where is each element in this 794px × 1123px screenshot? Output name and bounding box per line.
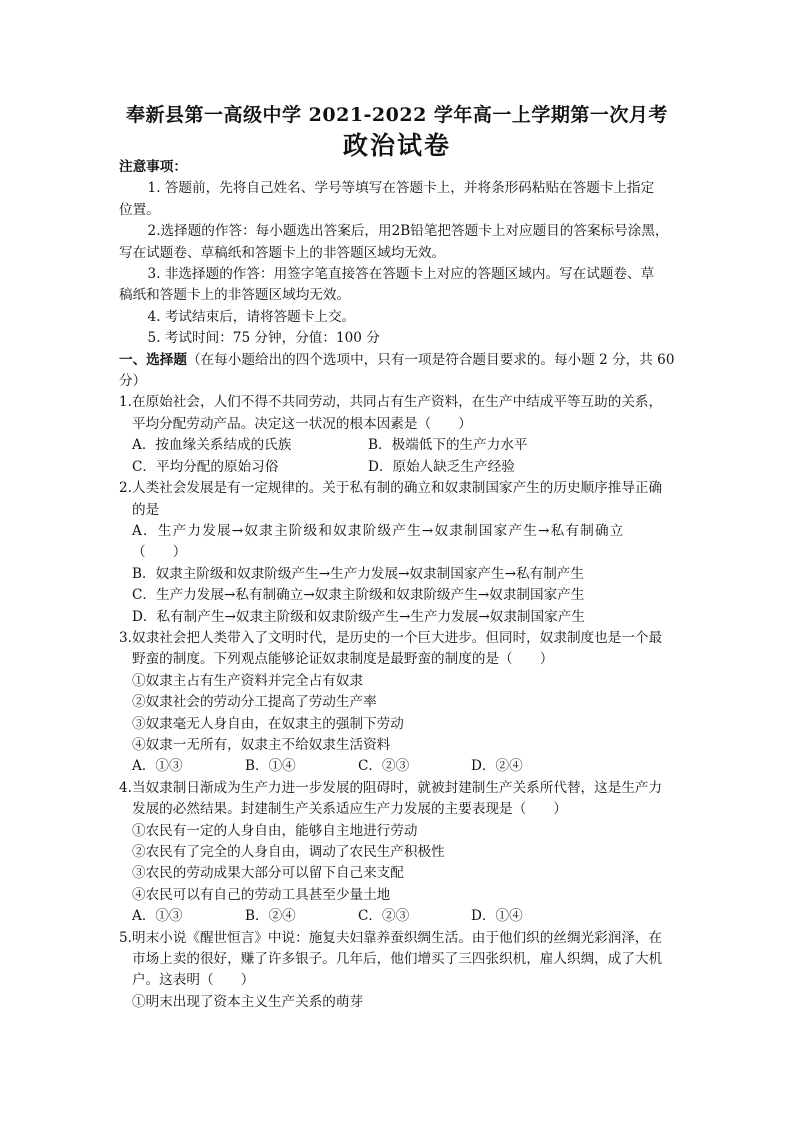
question-3-statement-2: ②奴隶社会的劳动分工提高了劳动生产率	[132, 694, 377, 711]
question-5-stem-cont: 市场上卖的很好，赚了许多银子。几年后，他们增买了三四张织机，雇人织绸，成了大机	[132, 951, 663, 968]
question-4-stem-cont: 发展的必然结果。封建制生产关系适应生产力发展的主要表现是（ ）	[132, 801, 567, 818]
question-3-options	[119, 756, 679, 777]
notice-heading: 注意事项：	[119, 159, 187, 175]
notice-item-2: 2.选择题的作答：每小题选出答案后，用2B铅笔把答题卡上对应题目的答案标号涂黑，	[147, 223, 669, 240]
notice-item-2-cont: 写在试题卷、草稿纸和答题卡上的非答题区域均无效。	[119, 244, 446, 261]
question-1-stem: 1.在原始社会，人们不得不共同劳动，共同占有生产资料，在生产中结成平等互助的关系，	[119, 394, 663, 411]
question-2-stem-cont: 的是	[132, 501, 160, 518]
question-1-options-row1	[119, 435, 679, 456]
question-1-stem-cont: 平均分配劳动产品。决定这一状况的根本因素是（ ）	[132, 415, 472, 432]
question-2-option-a-cont: （ ）	[132, 544, 187, 561]
question-2-option-d: D．私有制产生→奴隶主阶级和奴隶阶级产生→生产力发展→奴隶制国家产生	[132, 608, 585, 625]
question-3-option-c: C．②③	[358, 758, 410, 775]
question-4-statement-1: ①农民有一定的人身自由，能够自主地进行劳动	[132, 822, 418, 839]
question-3-option-a: A．①③	[132, 758, 183, 775]
notice-item-5: 5. 考试时间：75 分钟，分值：100 分	[147, 330, 380, 347]
notice-item-3: 3. 非选择题的作答：用签字笔直接答在答题卡上对应的答题区域内。写在试题卷、草	[147, 266, 655, 283]
question-1-option-d: D．原始人缺乏生产经验	[368, 458, 515, 475]
question-1-option-b: B．极端低下的生产力水平	[368, 437, 528, 454]
question-3-statement-3: ③奴隶毫无人身自由，在奴隶主的强制下劳动	[132, 715, 404, 732]
question-3-stem: 3.奴隶社会把人类带入了文明时代，是历史的一个巨大进步。但同时，奴隶制度也是一个最	[119, 629, 663, 646]
question-3-statement-1: ①奴隶主占有生产资料并完全占有奴隶	[132, 672, 364, 689]
question-4-options	[119, 906, 679, 927]
question-4-option-c: C．②③	[358, 908, 410, 925]
question-3-statement-4: ④奴隶一无所有，奴隶主不给奴隶生活资料	[132, 736, 391, 753]
section-label: 一、选择题	[119, 351, 187, 368]
question-4-stem: 4.当奴隶制日渐成为生产力进一步发展的阻碍时，就被封建制生产关系所代替，这是生产力	[119, 779, 663, 796]
question-4-statement-3: ③农民的劳动成果大部分可以留下自己来支配	[132, 865, 404, 882]
question-4-option-a: A．①③	[132, 908, 183, 925]
section-desc-cont: 分）	[119, 373, 147, 390]
question-2-option-c: C．生产力发展→私有制确立→奴隶主阶级和奴隶阶级产生→奴隶制国家产生	[132, 587, 585, 604]
exam-title: 奉新县第一高级中学 2021-2022 学年高一上学期第一次月考	[126, 104, 668, 126]
question-4-statement-2: ②农民有了完全的人身自由，调动了农民生产积极性	[132, 844, 445, 860]
notice-item-3-cont: 稿纸和答题卡上的非答题区域均无效。	[119, 287, 351, 304]
notice-item-1: 1. 答题前，先将自己姓名、学号等填写在答题卡上，并将条形码粘贴在答题卡上指定	[147, 180, 655, 197]
question-4-option-b: B．②④	[245, 908, 296, 925]
question-4-statement-4: ④农民可以有自己的劳动工具甚至少量土地	[132, 886, 391, 903]
question-4-option-d: D．①④	[471, 908, 523, 925]
question-3-option-d: D．②④	[471, 758, 523, 775]
question-1-options-row2	[119, 457, 679, 478]
exam-content	[119, 157, 679, 1013]
question-5-statement-1: ①明末出现了资本主义生产关系的萌芽	[132, 993, 364, 1010]
question-5-stem-cont-2: 户。这表明（ ）	[132, 972, 255, 989]
question-3-stem-cont: 野蛮的制度。下列观点能够论证奴隶制度是最野蛮的制度的是（ ）	[132, 651, 554, 668]
section-desc: （在每小题给出的四个选项中，只有一项是符合题目要求的。每小题 2 分，共 60	[186, 351, 675, 368]
question-5-stem: 5.明末小说《醒世恒言》中说：施复夫妇靠养蚕织绸生活。由于他们织的丝绸光彩润泽，在	[119, 929, 663, 946]
question-1-option-c: C．平均分配的原始习俗	[132, 458, 279, 475]
question-1-option-a: A．按血缘关系结成的氏族	[132, 437, 292, 454]
question-2-option-b: B．奴隶主阶级和奴隶阶级产生→生产力发展→奴隶制国家产生→私有制产生	[132, 565, 584, 582]
section-heading	[119, 350, 679, 371]
question-2-stem: 2.人类社会发展是有一定规律的。关于私有制的确立和奴隶制国家产生的历史顺序推导正确	[119, 480, 663, 497]
question-3-option-b: B．①④	[245, 758, 296, 775]
notice-item-1-cont: 位置。	[119, 201, 160, 218]
exam-subject-title: 政治试卷	[342, 131, 451, 160]
notice-item-4: 4. 考试结束后，请将答题卡上交。	[147, 308, 356, 325]
question-2-option-a: A．生产力发展→奴隶主阶级和奴隶阶级产生→奴隶制国家产生→私有制确立	[132, 522, 625, 539]
